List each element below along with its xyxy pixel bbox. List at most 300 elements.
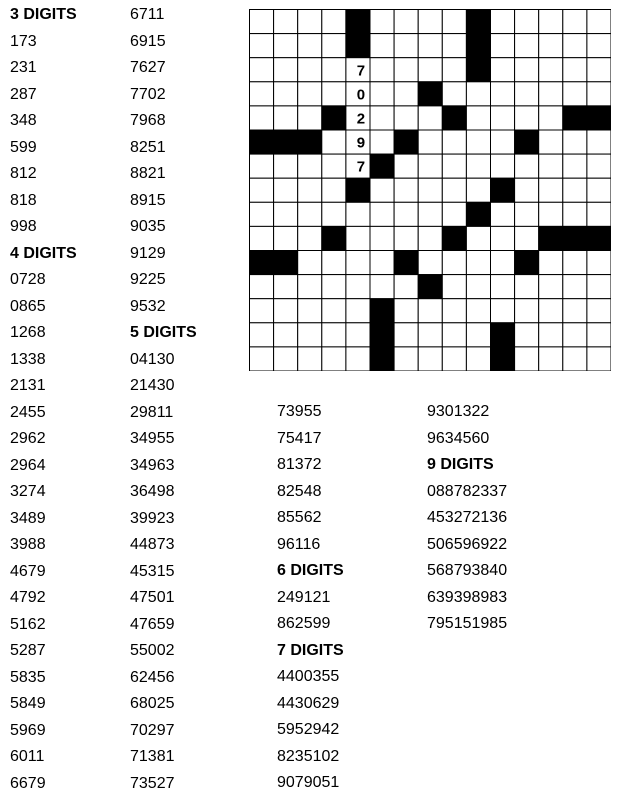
list-entry: 1268	[10, 324, 46, 341]
grid-cell[interactable]	[394, 226, 418, 250]
list-header: 9 DIGITS	[427, 456, 494, 473]
grid-cell[interactable]	[298, 202, 322, 226]
grid-cell[interactable]	[491, 34, 515, 58]
grid-cell[interactable]	[346, 226, 370, 250]
grid-cell[interactable]	[418, 347, 442, 371]
grid-cell[interactable]	[418, 226, 442, 250]
grid-cell[interactable]	[370, 251, 394, 275]
grid-cell[interactable]	[515, 299, 539, 323]
grid-cell[interactable]	[298, 226, 322, 250]
grid-cell[interactable]	[491, 251, 515, 275]
grid-cell[interactable]	[442, 82, 466, 106]
grid-cell[interactable]	[250, 323, 274, 347]
list-header: 6 DIGITS	[277, 562, 344, 579]
grid-cell[interactable]	[418, 202, 442, 226]
grid-cell[interactable]	[346, 299, 370, 323]
list-entry: 34963	[130, 456, 175, 474]
grid-cell[interactable]	[418, 34, 442, 58]
grid-block-cell	[346, 10, 370, 34]
grid-cell[interactable]	[587, 130, 611, 154]
grid-cell[interactable]	[442, 178, 466, 202]
grid-cell[interactable]	[370, 275, 394, 299]
grid-cell[interactable]	[394, 10, 418, 34]
list-entry: 453272136	[427, 509, 508, 526]
grid-block-cell	[466, 10, 490, 34]
list-entry: 812	[10, 165, 37, 182]
list-entry: 71381	[130, 748, 175, 765]
list-entry: 0728	[10, 271, 46, 288]
list-entry: 5162	[10, 615, 46, 633]
grid-cell[interactable]	[515, 10, 539, 34]
grid-cell[interactable]	[274, 226, 298, 250]
grid-cell[interactable]	[563, 323, 587, 347]
list-entry: 96116	[277, 535, 321, 553]
word-list-column-3	[277, 399, 344, 797]
grid-cell[interactable]	[394, 347, 418, 371]
grid-cell[interactable]	[346, 347, 370, 371]
grid-cell[interactable]	[274, 82, 298, 106]
grid-cell[interactable]	[250, 34, 274, 58]
list-header: 5 DIGITS	[130, 324, 197, 341]
grid-cell[interactable]	[250, 178, 274, 202]
grid-cell[interactable]	[587, 251, 611, 275]
list-entry: 8915	[130, 191, 166, 209]
grid-cell[interactable]	[515, 226, 539, 250]
grid-cell[interactable]	[274, 323, 298, 347]
list-entry: 4679	[10, 562, 46, 580]
list-entry: 5835	[10, 668, 46, 686]
grid-cell[interactable]	[346, 323, 370, 347]
list-entry: 04130	[130, 350, 175, 368]
list-entry: 82548	[277, 482, 322, 500]
list-entry: 818	[10, 191, 37, 209]
grid-cell[interactable]	[515, 178, 539, 202]
grid-cell[interactable]	[298, 82, 322, 106]
grid-cell[interactable]	[563, 251, 587, 275]
grid-cell[interactable]	[442, 323, 466, 347]
list-entry: 2962	[10, 430, 46, 447]
grid-cell[interactable]	[250, 58, 274, 82]
list-entry: 45315	[130, 562, 175, 580]
list-entry: 73527	[130, 774, 175, 792]
grid-cell[interactable]	[587, 299, 611, 323]
list-entry: 1338	[10, 350, 46, 368]
grid-block-cell	[466, 34, 490, 58]
grid-cell[interactable]	[298, 154, 322, 178]
grid-cell[interactable]	[322, 299, 346, 323]
list-entry: 6711	[130, 6, 165, 23]
grid-cell[interactable]	[563, 10, 587, 34]
grid-cell[interactable]	[394, 34, 418, 58]
grid-cell[interactable]	[394, 299, 418, 323]
grid-cell[interactable]	[466, 299, 490, 323]
grid-cell[interactable]	[563, 82, 587, 106]
list-entry: 5287	[10, 642, 46, 659]
grid-block-cell	[466, 58, 490, 82]
grid-cell[interactable]	[322, 178, 346, 202]
grid-cell[interactable]	[418, 10, 442, 34]
grid-cell[interactable]	[515, 323, 539, 347]
grid-block-cell	[587, 226, 611, 250]
grid-cell[interactable]	[515, 58, 539, 82]
grid-cell[interactable]	[322, 154, 346, 178]
grid-cell[interactable]	[322, 10, 346, 34]
grid-cell[interactable]	[466, 178, 490, 202]
grid-cell[interactable]	[563, 154, 587, 178]
grid-cell[interactable]	[394, 323, 418, 347]
list-entry: 568793840	[427, 562, 508, 579]
grid-block-cell	[418, 82, 442, 106]
grid-cell[interactable]	[250, 299, 274, 323]
grid-cell[interactable]	[394, 106, 418, 130]
grid-cell[interactable]	[491, 58, 515, 82]
list-entry: 29811	[130, 403, 174, 421]
grid-cell[interactable]	[298, 34, 322, 58]
grid-cell[interactable]	[394, 178, 418, 202]
grid-cell[interactable]	[394, 202, 418, 226]
grid-block-cell	[298, 130, 322, 154]
list-entry: 36498	[130, 483, 175, 500]
grid-cell[interactable]	[539, 347, 563, 371]
grid-cell[interactable]	[515, 202, 539, 226]
grid-cell[interactable]	[539, 82, 563, 106]
grid-cell[interactable]	[587, 178, 611, 202]
grid-cell[interactable]	[298, 10, 322, 34]
grid-cell[interactable]	[250, 226, 274, 250]
list-entry: 088782337	[427, 482, 508, 500]
list-entry: 8235102	[277, 747, 340, 765]
list-entry: 7702	[130, 85, 166, 103]
list-entry: 47501	[130, 589, 175, 606]
grid-cell[interactable]	[563, 275, 587, 299]
grid-cell[interactable]	[587, 202, 611, 226]
grid-cell[interactable]	[491, 154, 515, 178]
grid-cell[interactable]	[539, 299, 563, 323]
grid-cell[interactable]	[539, 58, 563, 82]
grid-cell[interactable]	[298, 275, 322, 299]
list-entry: 55002	[130, 642, 175, 659]
list-entry: 639398983	[427, 588, 508, 606]
list-entry: 21430	[130, 377, 175, 394]
grid-cell[interactable]	[274, 202, 298, 226]
list-entry: 2131	[10, 377, 46, 394]
grid-cell[interactable]	[322, 34, 346, 58]
grid-cell[interactable]	[442, 299, 466, 323]
list-entry: 506596922	[427, 535, 508, 553]
list-entry: 9634560	[427, 429, 490, 447]
grid-cell[interactable]	[587, 82, 611, 106]
list-entry: 6011	[10, 748, 45, 765]
grid-cell[interactable]	[250, 10, 274, 34]
grid-cell[interactable]	[539, 323, 563, 347]
grid-cell[interactable]	[563, 58, 587, 82]
grid-cell[interactable]	[322, 130, 346, 154]
grid-cell[interactable]	[370, 202, 394, 226]
grid-cell[interactable]	[563, 178, 587, 202]
grid-cell[interactable]	[442, 154, 466, 178]
grid-cell[interactable]	[466, 347, 490, 371]
word-list-column-4	[427, 399, 507, 638]
grid-cell[interactable]	[418, 323, 442, 347]
grid-cell[interactable]	[563, 130, 587, 154]
list-entry: 3988	[10, 536, 46, 553]
grid-cell[interactable]	[539, 10, 563, 34]
grid-digit: 0	[356, 86, 366, 104]
grid-block-cell	[370, 299, 394, 323]
list-entry: 9129	[130, 244, 166, 262]
grid-cell[interactable]	[274, 34, 298, 58]
grid-cell[interactable]	[370, 178, 394, 202]
grid-cell[interactable]	[250, 347, 274, 371]
grid-cell[interactable]	[539, 275, 563, 299]
grid-cell[interactable]	[346, 275, 370, 299]
grid-cell[interactable]	[394, 58, 418, 82]
grid-cell[interactable]	[250, 82, 274, 106]
grid-cell[interactable]	[442, 130, 466, 154]
grid-cell[interactable]	[587, 154, 611, 178]
grid-cell[interactable]	[491, 106, 515, 130]
grid-cell[interactable]	[274, 299, 298, 323]
grid-cell[interactable]	[370, 34, 394, 58]
grid-cell[interactable]	[491, 299, 515, 323]
list-entry: 348	[10, 112, 37, 129]
grid-cell[interactable]	[298, 347, 322, 371]
fill-in-puzzle-grid	[249, 9, 611, 371]
list-entry: 6679	[10, 774, 46, 792]
list-entry: 173	[10, 32, 37, 50]
grid-cell[interactable]	[274, 58, 298, 82]
grid-cell[interactable]	[539, 106, 563, 130]
list-entry: 998	[10, 218, 37, 235]
grid-block-cell	[563, 106, 587, 130]
grid-cell[interactable]	[442, 10, 466, 34]
grid-cell[interactable]	[515, 347, 539, 371]
grid-cell[interactable]	[539, 130, 563, 154]
grid-cell[interactable]	[515, 82, 539, 106]
list-entry: 3489	[10, 509, 46, 527]
grid-cell[interactable]	[370, 82, 394, 106]
grid-digit: 2	[356, 110, 366, 128]
grid-block-cell	[250, 130, 274, 154]
grid-cell[interactable]	[322, 58, 346, 82]
grid-cell[interactable]	[442, 34, 466, 58]
grid-cell[interactable]	[491, 226, 515, 250]
list-entry: 34955	[130, 430, 175, 447]
grid-cell[interactable]	[418, 251, 442, 275]
grid-cell[interactable]	[322, 82, 346, 106]
grid-cell[interactable]	[322, 202, 346, 226]
grid-cell[interactable]	[250, 106, 274, 130]
grid-block-cell	[515, 251, 539, 275]
grid-cell[interactable]	[298, 106, 322, 130]
list-entry: 9225	[130, 271, 166, 288]
grid-block-cell	[274, 251, 298, 275]
grid-digit: 7	[356, 62, 366, 80]
list-entry: 68025	[130, 695, 175, 712]
grid-block-cell	[322, 226, 346, 250]
grid-cell[interactable]	[466, 154, 490, 178]
grid-cell[interactable]	[466, 226, 490, 250]
grid-cell[interactable]	[298, 299, 322, 323]
grid-cell[interactable]	[563, 299, 587, 323]
grid-cell[interactable]	[466, 82, 490, 106]
list-entry: 2964	[10, 456, 46, 474]
grid-cell[interactable]	[587, 347, 611, 371]
list-entry: 4400355	[277, 668, 340, 685]
grid-cell[interactable]	[539, 154, 563, 178]
grid-block-cell	[250, 251, 274, 275]
list-entry: 6915	[130, 32, 166, 50]
grid-block-cell	[587, 106, 611, 130]
list-entry: 4430629	[277, 694, 340, 712]
list-entry: 3274	[10, 483, 46, 500]
list-entry: 795151985	[427, 615, 508, 632]
grid-cell[interactable]	[539, 202, 563, 226]
grid-block-cell	[370, 323, 394, 347]
grid-cell[interactable]	[466, 106, 490, 130]
grid-cell[interactable]	[322, 251, 346, 275]
grid-cell[interactable]	[466, 323, 490, 347]
list-entry: 4792	[10, 589, 46, 606]
grid-cell[interactable]	[274, 178, 298, 202]
grid-cell[interactable]	[442, 347, 466, 371]
list-entry: 39923	[130, 509, 175, 527]
grid-block-cell	[491, 178, 515, 202]
grid-cell[interactable]	[442, 58, 466, 82]
grid-block-cell	[442, 106, 466, 130]
grid-cell[interactable]	[466, 275, 490, 299]
grid-cell[interactable]	[515, 34, 539, 58]
grid-block-cell	[563, 226, 587, 250]
grid-cell[interactable]	[370, 58, 394, 82]
grid-digit: 9	[356, 134, 366, 152]
list-entry: 70297	[130, 721, 175, 739]
grid-cell[interactable]	[515, 106, 539, 130]
grid-block-cell	[370, 347, 394, 371]
word-list-column-2	[130, 2, 197, 797]
grid-cell[interactable]	[370, 130, 394, 154]
grid-cell[interactable]	[466, 251, 490, 275]
grid-digit: 7	[356, 158, 366, 176]
grid-cell[interactable]	[491, 130, 515, 154]
grid-cell[interactable]	[587, 34, 611, 58]
grid-cell[interactable]	[418, 154, 442, 178]
list-header: 4 DIGITS	[10, 244, 77, 262]
grid-cell[interactable]	[563, 347, 587, 371]
grid-cell[interactable]	[298, 58, 322, 82]
grid-cell[interactable]	[250, 154, 274, 178]
list-entry: 5969	[10, 721, 46, 739]
list-header: 7 DIGITS	[277, 641, 344, 659]
grid-cell[interactable]	[515, 275, 539, 299]
grid-cell[interactable]	[322, 323, 346, 347]
grid-cell[interactable]	[274, 106, 298, 130]
grid-block-cell	[346, 178, 370, 202]
list-entry: 85562	[277, 509, 322, 526]
word-list-column-1	[10, 2, 77, 797]
list-entry: 5849	[10, 695, 46, 712]
grid-cell[interactable]	[418, 106, 442, 130]
grid-cell[interactable]	[539, 34, 563, 58]
grid-cell[interactable]	[539, 251, 563, 275]
list-entry: 9079051	[277, 774, 340, 791]
grid-cell[interactable]	[491, 202, 515, 226]
list-entry: 599	[10, 138, 37, 156]
grid-cell[interactable]	[370, 106, 394, 130]
grid-cell[interactable]	[370, 226, 394, 250]
grid-cell[interactable]	[322, 275, 346, 299]
grid-cell[interactable]	[298, 178, 322, 202]
grid-cell[interactable]	[274, 275, 298, 299]
grid-cell[interactable]	[442, 275, 466, 299]
grid-cell[interactable]	[394, 275, 418, 299]
grid-cell[interactable]	[346, 202, 370, 226]
grid-cell[interactable]	[563, 202, 587, 226]
grid-cell[interactable]	[322, 347, 346, 371]
grid-cell[interactable]	[274, 10, 298, 34]
list-entry: 862599	[277, 615, 331, 632]
grid-cell[interactable]	[418, 130, 442, 154]
grid-block-cell	[418, 275, 442, 299]
list-entry: 9035	[130, 218, 166, 235]
grid-cell[interactable]	[563, 34, 587, 58]
grid-cell[interactable]	[587, 323, 611, 347]
grid-cell[interactable]	[539, 178, 563, 202]
grid-cell[interactable]	[250, 275, 274, 299]
grid-cell[interactable]	[346, 251, 370, 275]
list-entry: 231	[10, 59, 37, 76]
grid-cell[interactable]	[491, 275, 515, 299]
list-entry: 287	[10, 85, 37, 103]
list-entry: 47659	[130, 615, 175, 633]
grid-cell[interactable]	[587, 10, 611, 34]
grid-cell[interactable]	[466, 130, 490, 154]
grid-cell[interactable]	[394, 154, 418, 178]
grid-cell[interactable]	[491, 82, 515, 106]
grid-cell[interactable]	[587, 275, 611, 299]
list-entry: 9301322	[427, 403, 490, 420]
list-entry: 5952942	[277, 721, 340, 738]
list-entry: 81372	[277, 456, 322, 473]
grid-cell[interactable]	[394, 82, 418, 106]
grid-cell[interactable]	[491, 10, 515, 34]
grid-cell[interactable]	[298, 251, 322, 275]
grid-cell[interactable]	[250, 202, 274, 226]
grid-block-cell	[491, 347, 515, 371]
grid-block-cell	[539, 226, 563, 250]
list-entry: 8251	[130, 138, 166, 156]
grid-block-cell	[515, 130, 539, 154]
grid-cell[interactable]	[587, 58, 611, 82]
grid-cell[interactable]	[298, 323, 322, 347]
list-header: 3 DIGITS	[10, 6, 77, 23]
grid-cell[interactable]	[418, 58, 442, 82]
grid-block-cell	[274, 130, 298, 154]
grid-cell[interactable]	[442, 202, 466, 226]
list-entry: 7627	[130, 59, 166, 76]
grid-cell[interactable]	[442, 251, 466, 275]
grid-block-cell	[442, 226, 466, 250]
grid-cell[interactable]	[370, 10, 394, 34]
grid-cell[interactable]	[274, 347, 298, 371]
grid-block-cell	[466, 202, 490, 226]
grid-cell[interactable]	[418, 178, 442, 202]
list-entry: 7968	[130, 112, 166, 129]
grid-block-cell	[491, 323, 515, 347]
grid-cell[interactable]	[274, 154, 298, 178]
grid-cell[interactable]	[515, 154, 539, 178]
grid-cell[interactable]	[418, 299, 442, 323]
